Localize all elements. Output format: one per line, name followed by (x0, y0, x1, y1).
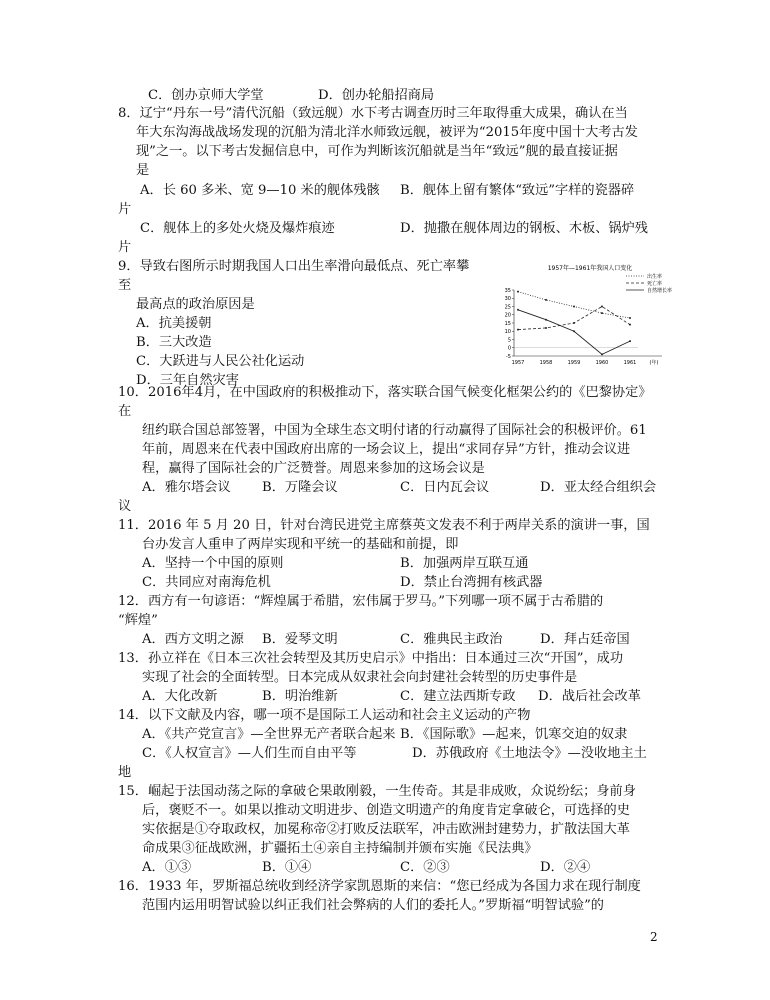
q8-stem-line: 是 (136, 163, 150, 178)
y-tick-label: 25 (504, 304, 511, 311)
q14-option-d-wrap: 地 (118, 765, 132, 780)
data-point (517, 291, 519, 293)
y-tick-label: -5 (506, 353, 511, 360)
q14-option-c: C．《人权宣言》—人们生而自由平等 (142, 746, 357, 761)
q10-stem-line: 10．2016年4月，在中国政府的积极推动下，落实联合国气候变化框架公约的《巴黎协定》 (118, 385, 652, 400)
q13-stem-line: 实现了社会的全面转型。日本完成从奴隶社会向封建社会转型的历史事件是 (142, 670, 578, 685)
q8-option-b: B．舰体上留有繁体“致远”字样的瓷器碎 (400, 183, 635, 198)
q10-option-a: A．雅尔塔会议 (142, 480, 231, 495)
q15-option-d: D．②④ (540, 860, 591, 875)
q9-stem-line: 至 (118, 278, 132, 293)
y-tick-label: 35 (504, 287, 511, 294)
q13-option-d: D．战后社会改革 (538, 689, 641, 704)
y-tick-label: 15 (504, 320, 511, 327)
q10-stem-line: 程，赢得了国际社会的广泛赞誉。周恩来参加的这场会议是 (142, 461, 485, 476)
x-tick-label: 1957 (511, 360, 525, 366)
data-point (601, 353, 603, 355)
data-point (601, 306, 603, 308)
q15-option-b: B．①④ (262, 860, 312, 875)
q15-option-a: A．①③ (142, 860, 192, 875)
q12-stem-line: “辉煌” (118, 613, 158, 628)
q16-stem-line: 16．1933 年，罗斯福总统收到经济学家凯恩斯的来信：“您已经成为各国力求在现行制度 (118, 879, 641, 894)
x-tick-label: 1961 (623, 360, 637, 366)
y-tick-label: 10 (504, 329, 511, 336)
q8-option-d: D．抛撒在舰体周边的钢板、木板、锅炉残 (400, 221, 648, 236)
q7-option-d: D．创办轮船招商局 (318, 88, 435, 103)
data-point (573, 330, 575, 332)
q12-option-d: D．拜占廷帝国 (540, 632, 630, 647)
q12-stem-line: 12．西方有一句谚语：“辉煌属于希腊，宏伟属于罗马。”下列哪一项不属于古希腊的 (118, 594, 604, 609)
q8-option-d-wrap: 片 (118, 240, 132, 255)
q15-stem-line: 实依据是①夺取政权，加冕称帝②打败反法联军，冲击欧洲封建势力，扩散法国大革 (142, 822, 630, 837)
q9-option-b: B．三大改造 (136, 335, 212, 350)
q9-option-d: D．三年自然灾害 (136, 373, 239, 388)
x-unit-label: (年) (649, 360, 659, 366)
data-point (545, 327, 547, 329)
q11-stem-line: 台办发言人重申了两岸实现和平统一的基础和前提，即 (142, 537, 459, 552)
q12-option-a: A．西方文明之源 (142, 632, 244, 647)
q10-stem-line: 在 (118, 404, 132, 419)
q14-option-d: D．苏俄政府《土地法令》—没收地主土 (412, 746, 647, 761)
y-tick-label: 0 (507, 345, 511, 352)
q11-option-b: B．加强两岸互联互通 (400, 556, 529, 571)
q13-option-b: B．明治维新 (262, 689, 338, 704)
q11-stem-line: 11．2016 年 5 月 20 日，针对台湾民进党主席蔡英文发表不利于两岸关系的演讲一事，国 (118, 518, 650, 533)
q12-option-c: C．雅典民主政治 (400, 632, 503, 647)
data-point (629, 324, 631, 326)
q14-option-a: A．《共产党宣言》—全世界无产者联合起来 (142, 727, 396, 742)
data-point (517, 309, 519, 311)
q9-stem-line: 最高点的政治原因是 (136, 297, 255, 312)
data-point (573, 306, 575, 308)
q10-option-c: C．日内瓦会议 (400, 480, 490, 495)
q8-stem-line: 年大东沟海战战场发现的沉船为清北洋水师致远舰，被评为“2015年度中国十大考古发 (136, 125, 638, 140)
q10-stem-line: 年前，周恩来在代表中国政府出席的一场会议上，提出“求同存异”方针，推动会议进 (142, 442, 631, 457)
q8-option-c: C．舰体上的多处火烧及爆炸痕迹 (140, 221, 335, 236)
q11-option-a: A．坚持一个中国的原则 (142, 556, 284, 571)
series-line-2 (518, 307, 630, 330)
x-tick-label: 1960 (595, 360, 609, 366)
data-point (517, 329, 519, 331)
q14-option-b: B．《国际歌》—起来，饥寒交迫的奴隶 (400, 727, 628, 742)
y-tick-label: 5 (507, 337, 511, 344)
data-point (601, 312, 603, 314)
data-point (629, 317, 631, 319)
population-chart (494, 262, 690, 370)
q13-option-a: A．大化改新 (142, 689, 218, 704)
data-point (629, 340, 631, 342)
q15-stem-line: 后，褒贬不一。如果以推动文明进步、创造文明遗产的角度肯定拿破仑，可选择的史 (142, 803, 630, 818)
q9-option-c: C．大跃进与人民公社化运动 (136, 354, 305, 369)
q10-stem-line: 纽约联合国总部签署，中国为全球生态文明付诸的行动赢得了国际社会的积极评价。61 (142, 423, 647, 438)
legend-label: 自然增长率 (647, 287, 673, 294)
q13-option-c: C．建立法西斯专政 (400, 689, 516, 704)
q9-option-a: A．抗美援朝 (136, 316, 212, 331)
q9-stem-line: 9．导致右图所示时期我国人口出生率滑向最低点、死亡率攀 (118, 259, 470, 274)
q10-option-d: D．亚太经合组织会 (540, 480, 657, 495)
y-tick-label: 30 (504, 296, 511, 303)
q14-stem-line: 14．以下文献及内容，哪一项不是国际工人运动和社会主义运动的产物 (118, 708, 531, 723)
q12-option-b: B．爱琴文明 (262, 632, 338, 647)
page-number: 2 (650, 930, 658, 944)
q15-stem-line: 15．崛起于法国动荡之际的拿破仑果敢刚毅，一生传奇。其是非成败，众说纷纭；身前身 (118, 784, 636, 799)
q13-stem-line: 13．孙立祥在《日本三次社会转型及其历史启示》中指出：日本通过三次“开国”，成功 (118, 651, 624, 666)
q7-option-c: C．创办京师大学堂 (148, 88, 264, 103)
y-tick-label: 20 (504, 312, 511, 319)
legend-label: 出生率 (647, 273, 663, 280)
x-tick-label: 1958 (539, 360, 553, 366)
chart-title: 1957年—1961年我国人口变化 (547, 265, 633, 272)
q8-stem-line: 现”之一。以下考古发掘信息中，可作为判断该沉船就是当年“致远”舰的最直接证据 (136, 144, 618, 159)
q15-option-c: C．②③ (400, 860, 450, 875)
q11-option-c: C．共同应对南海危机 (142, 575, 271, 590)
q8-option-a: A．长 60 多米、宽 9—10 米的舰体残骸 (140, 183, 380, 198)
data-point (545, 299, 547, 301)
q8-option-b-wrap: 片 (118, 202, 132, 217)
q16-stem-line: 范围内运用明智试验以纠正我们社会弊病的人们的委托人。”罗斯福“明智试验”的 (142, 898, 604, 913)
data-point (573, 322, 575, 324)
q11-option-d: D．禁止台湾拥有核武器 (400, 575, 543, 590)
q8-stem-line: 8．辽宁“丹东一号”清代沉船（致远舰）水下考古调查历时三年取得重大成果，确认在当 (118, 106, 628, 121)
q10-option-b: B．万隆会议 (262, 480, 338, 495)
x-tick-label: 1959 (567, 360, 581, 366)
q15-stem-line: 命成果③征战欧洲，扩疆拓土④亲自主持编制并颁布实施《民法典》 (142, 841, 538, 856)
q10-option-d-wrap: 议 (118, 499, 132, 514)
data-point (545, 319, 547, 321)
legend-label: 死亡率 (647, 280, 663, 287)
